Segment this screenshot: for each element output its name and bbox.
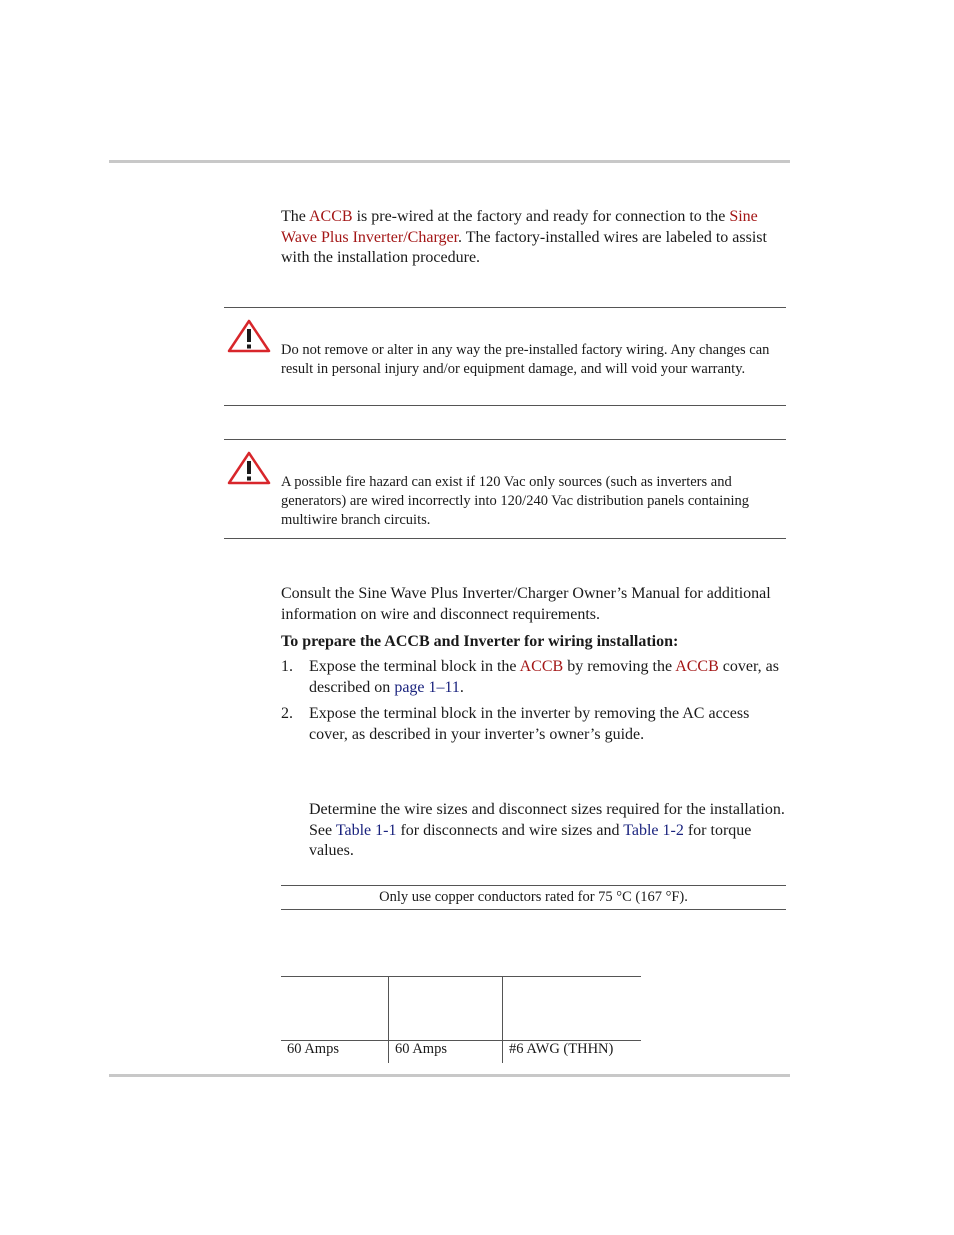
note-box: Only use copper conductors rated for 75 °C (167 °F). — [281, 885, 786, 910]
determine-paragraph: Determine the wire sizes and disconnect sizes required for the installation. See Table 1-1 for disconnects and wire sizes and Table 1-2 for torque values. — [309, 801, 785, 859]
warning-bottom-rule — [224, 405, 786, 406]
header-rule — [109, 160, 790, 163]
table-cell-disconnect-inverter: 60 Amps — [395, 1041, 447, 1057]
warning-top-rule — [224, 307, 786, 308]
accb-link[interactable]: ACCB — [309, 208, 353, 225]
table-cell-disconnect-acbb: 60 Amps — [287, 1041, 339, 1057]
table-column-divider — [388, 976, 389, 1063]
page-link[interactable]: page 1–11 — [394, 678, 460, 696]
step-number: 1. — [281, 658, 293, 675]
procedure-heading: To prepare the ACCB and Inverter for wiring installation: — [281, 633, 679, 650]
step-number: 2. — [281, 705, 293, 722]
table-column-divider — [502, 976, 503, 1063]
warning-top-rule — [224, 439, 786, 440]
sine-wave-link[interactable]: Sine Wave Plus Inverter/Charger — [281, 208, 758, 246]
footer-rule — [109, 1074, 790, 1077]
warning-triangle-icon — [227, 319, 271, 353]
table-1-2-link[interactable]: Table 1-2 — [623, 821, 684, 839]
consult-paragraph: Consult the Sine Wave Plus Inverter/Charger Owner’s Manual for additional information on wire and disconnect requirements. — [281, 585, 771, 623]
table-1-1-link[interactable]: Table 1-1 — [335, 821, 397, 839]
step-text: Expose the terminal block in the ACCB by removing the ACCB cover, as described on page 1–11. — [309, 658, 779, 696]
table-top-rule — [281, 976, 641, 977]
warning-text: A possible fire hazard can exist if 120 Vac only sources (such as inverters and generators) are wired incorrectly into 120/240 Vac distribution panels containing multiwire branch circuits. — [281, 474, 750, 528]
warning-text: Do not remove or alter in any way the pre-installed factory wiring. Any changes can result in personal injury and/or equipment damage, and will void your warranty. — [281, 342, 770, 377]
table-cell-wire-size: #6 AWG (THHN) — [509, 1041, 614, 1057]
warning-bottom-rule — [224, 538, 786, 539]
accb-link[interactable]: ACCB — [519, 658, 564, 675]
accb-link[interactable]: ACCB — [675, 658, 719, 675]
warning-triangle-icon — [227, 451, 271, 485]
intro-paragraph: The ACCB is pre-wired at the factory and ready for connection to the Sine Wave Plus Inverter/Charger. The factory-installed wires are labeled to assist with the installation procedure. — [281, 208, 767, 266]
step-text: Expose the terminal block in the inverter by removing the AC access cover, as described in your inverter’s owner’s guide. — [309, 705, 750, 743]
